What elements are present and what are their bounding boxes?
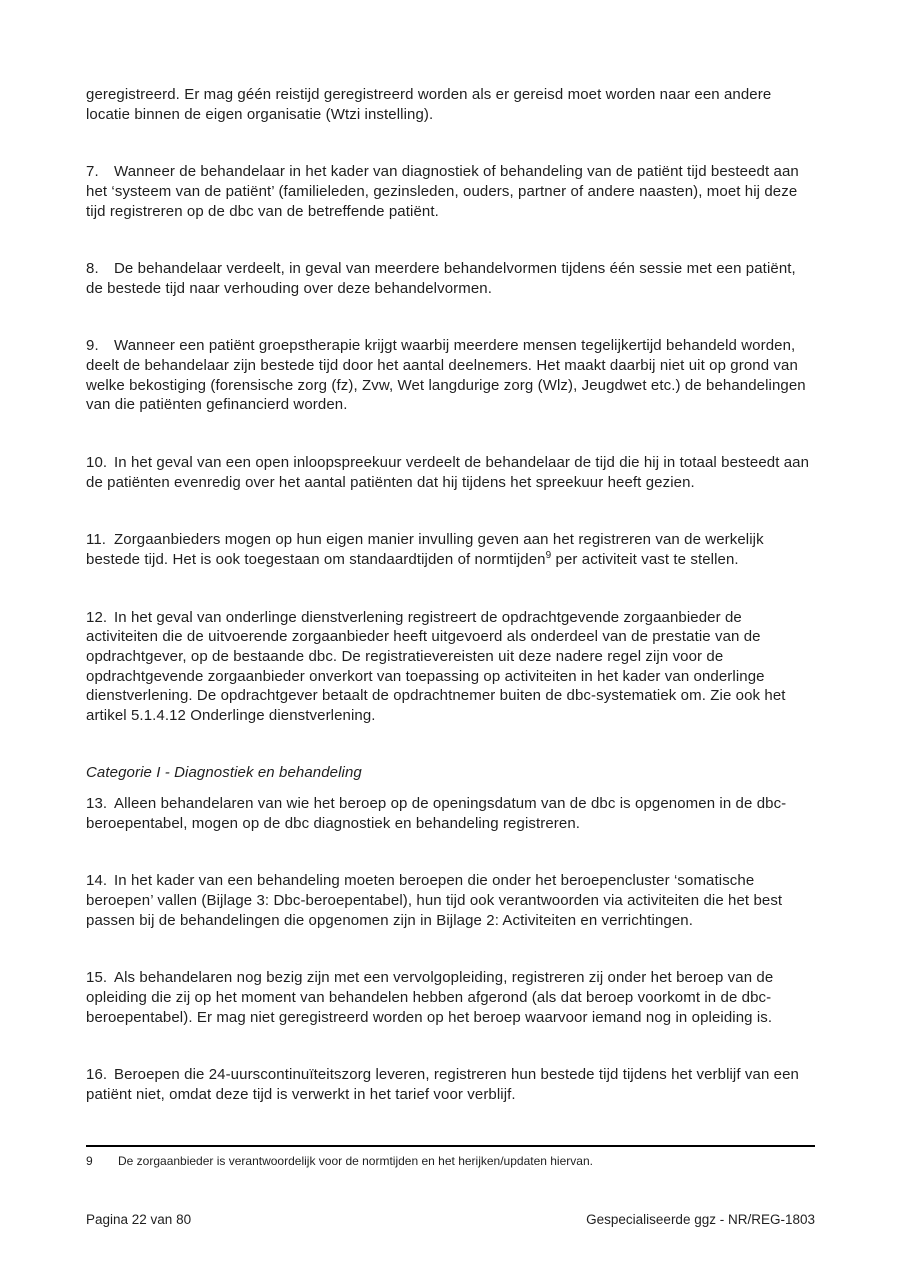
footnote-text: De zorgaanbieder is verantwoordelijk voor de normtijden en het herijken/updaten hiervan. — [118, 1154, 593, 1168]
page-footer — [86, 1212, 815, 1227]
paragraph-text: In het kader van een behandeling moeten beroepen die onder het beroepencluster ‘somatische beroepen’ vallen (Bijlage 3: Dbc-beroepentabel), hun tijd ook verantwoorden via activiteiten die het best passen bij de behandelingen die opgenomen zijn in Bijlage 2: Activiteiten en verrichtingen. — [86, 872, 783, 929]
paragraph-text: per activiteit vast te stellen. — [551, 550, 739, 568]
paragraph-number: 9. — [86, 337, 99, 355]
document-reference: Gespecialiseerde ggz - NR/REG-1803 — [586, 1212, 815, 1227]
paragraph-14 — [86, 871, 815, 930]
paragraph-9 — [86, 336, 815, 415]
paragraph-text: In het geval van onderlinge dienstverlening registreert de opdrachtgevende zorgaanbieder de activiteiten die de uitvoerende zorgaanbieder heeft uitgevoerd als onderdeel van de prestatie van de opdrachtgever, op de bestaande dbc. De registratievereisten uit deze nadere regel zijn voor de opdrachtgevende zorgaanbieder onverkort van toepassing op activiteiten in het kader van onderlinge dienstverlening. De opdrachtgever betaalt de opdrachtnemer buiten de dbc-systematiek om. Zie ook het artikel 5.1.4.12 Onderlinge dienstverlening. — [86, 608, 786, 724]
footnote-number: 9 — [86, 1154, 93, 1168]
paragraph-7 — [86, 162, 815, 221]
paragraph-number: 16. — [86, 1066, 108, 1084]
paragraph-number: 7. — [86, 163, 99, 181]
paragraph-text: Beroepen die 24-uurscontinuïteitszorg leveren, registreren hun bestede tijd tijdens het verblijf van een patiënt niet, omdat deze tijd is verwerkt in het tarief voor verblijf. — [86, 1066, 799, 1103]
paragraph-number: 11. — [86, 531, 107, 549]
paragraph-number: 10. — [86, 454, 108, 472]
paragraph-text: Wanneer de behandelaar in het kader van diagnostiek of behandeling van de patiënt tijd besteedt aan het ‘systeem van de patiënt’ (familieleden, gezinsleden, ouders, partner of andere naasten), moet hij deze tijd registreren op de dbc van de betreffende patiënt. — [86, 163, 799, 220]
paragraph-number: 8. — [86, 260, 99, 278]
footnote-reference: 9 — [545, 549, 552, 561]
paragraph-text: geregistreerd. Er mag géén reistijd geregistreerd worden als er gereisd moet worden naar een andere locatie binnen de eigen organisatie (Wtzi instelling). — [86, 86, 772, 123]
paragraph-8 — [86, 259, 815, 298]
footnote-divider — [86, 1145, 815, 1147]
footnote — [86, 1154, 815, 1170]
paragraph-number: 13. — [86, 795, 108, 813]
page-body — [86, 85, 815, 1143]
paragraph-13 — [86, 794, 815, 833]
paragraph-11 — [86, 530, 815, 569]
paragraph-text: Als behandelaren nog bezig zijn met een vervolgopleiding, registreren zij onder het beroep van de opleiding die zij op het moment van behandelen hebben afgerond (als dat beroep voorkomt in de dbc-beroepentabel). Er mag niet geregistreerd worden op het beroep waarvoor iemand nog in opleiding is. — [86, 969, 774, 1026]
page-number: Pagina 22 van 80 — [86, 1212, 192, 1227]
paragraph-number: 15. — [86, 969, 108, 987]
paragraph-number: 14. — [86, 872, 108, 890]
paragraph-text: De behandelaar verdeelt, in geval van meerdere behandelvormen tijdens één sessie met een patiënt, de bestede tijd naar verhouding over deze behandelvormen. — [86, 260, 796, 297]
paragraph-16 — [86, 1065, 815, 1104]
paragraph-text: Alleen behandelaren van wie het beroep op de openingsdatum van de dbc is opgenomen in de dbc-beroepentabel, mogen op de dbc diagnostiek en behandeling registreren. — [86, 795, 787, 832]
section-heading: Categorie I - Diagnostiek en behandeling — [86, 764, 362, 782]
paragraph-intro — [86, 85, 815, 124]
paragraph-text: Zorgaanbieders mogen op hun eigen manier invulling geven aan het registreren van de werkelijk bestede tijd. Het is ook toegestaan om standaardtijden of normtijden — [86, 531, 764, 568]
paragraph-10 — [86, 453, 815, 492]
paragraph-15 — [86, 968, 815, 1027]
paragraph-number: 12. — [86, 608, 108, 626]
paragraph-text: In het geval van een open inloopspreekuur verdeelt de behandelaar de tijd die hij in totaal besteedt aan de patiënten evenredig over het aantal patiënten dat hij tijdens het spreekuur heeft gezien. — [86, 454, 810, 491]
paragraph-12 — [86, 608, 815, 726]
paragraph-text: Wanneer een patiënt groepstherapie krijgt waarbij meerdere mensen tegelijkertijd behandeld worden, deelt de behandelaar zijn bestede tijd door het aantal deelnemers. Het maakt daarbij niet uit op grond van welke bekostiging (forensische zorg (fz), Zvw, Wet langdurige zorg (Wlz), Jeugdwet etc.) de behandelingen van die patiënten gefinancierd worden. — [86, 337, 806, 414]
